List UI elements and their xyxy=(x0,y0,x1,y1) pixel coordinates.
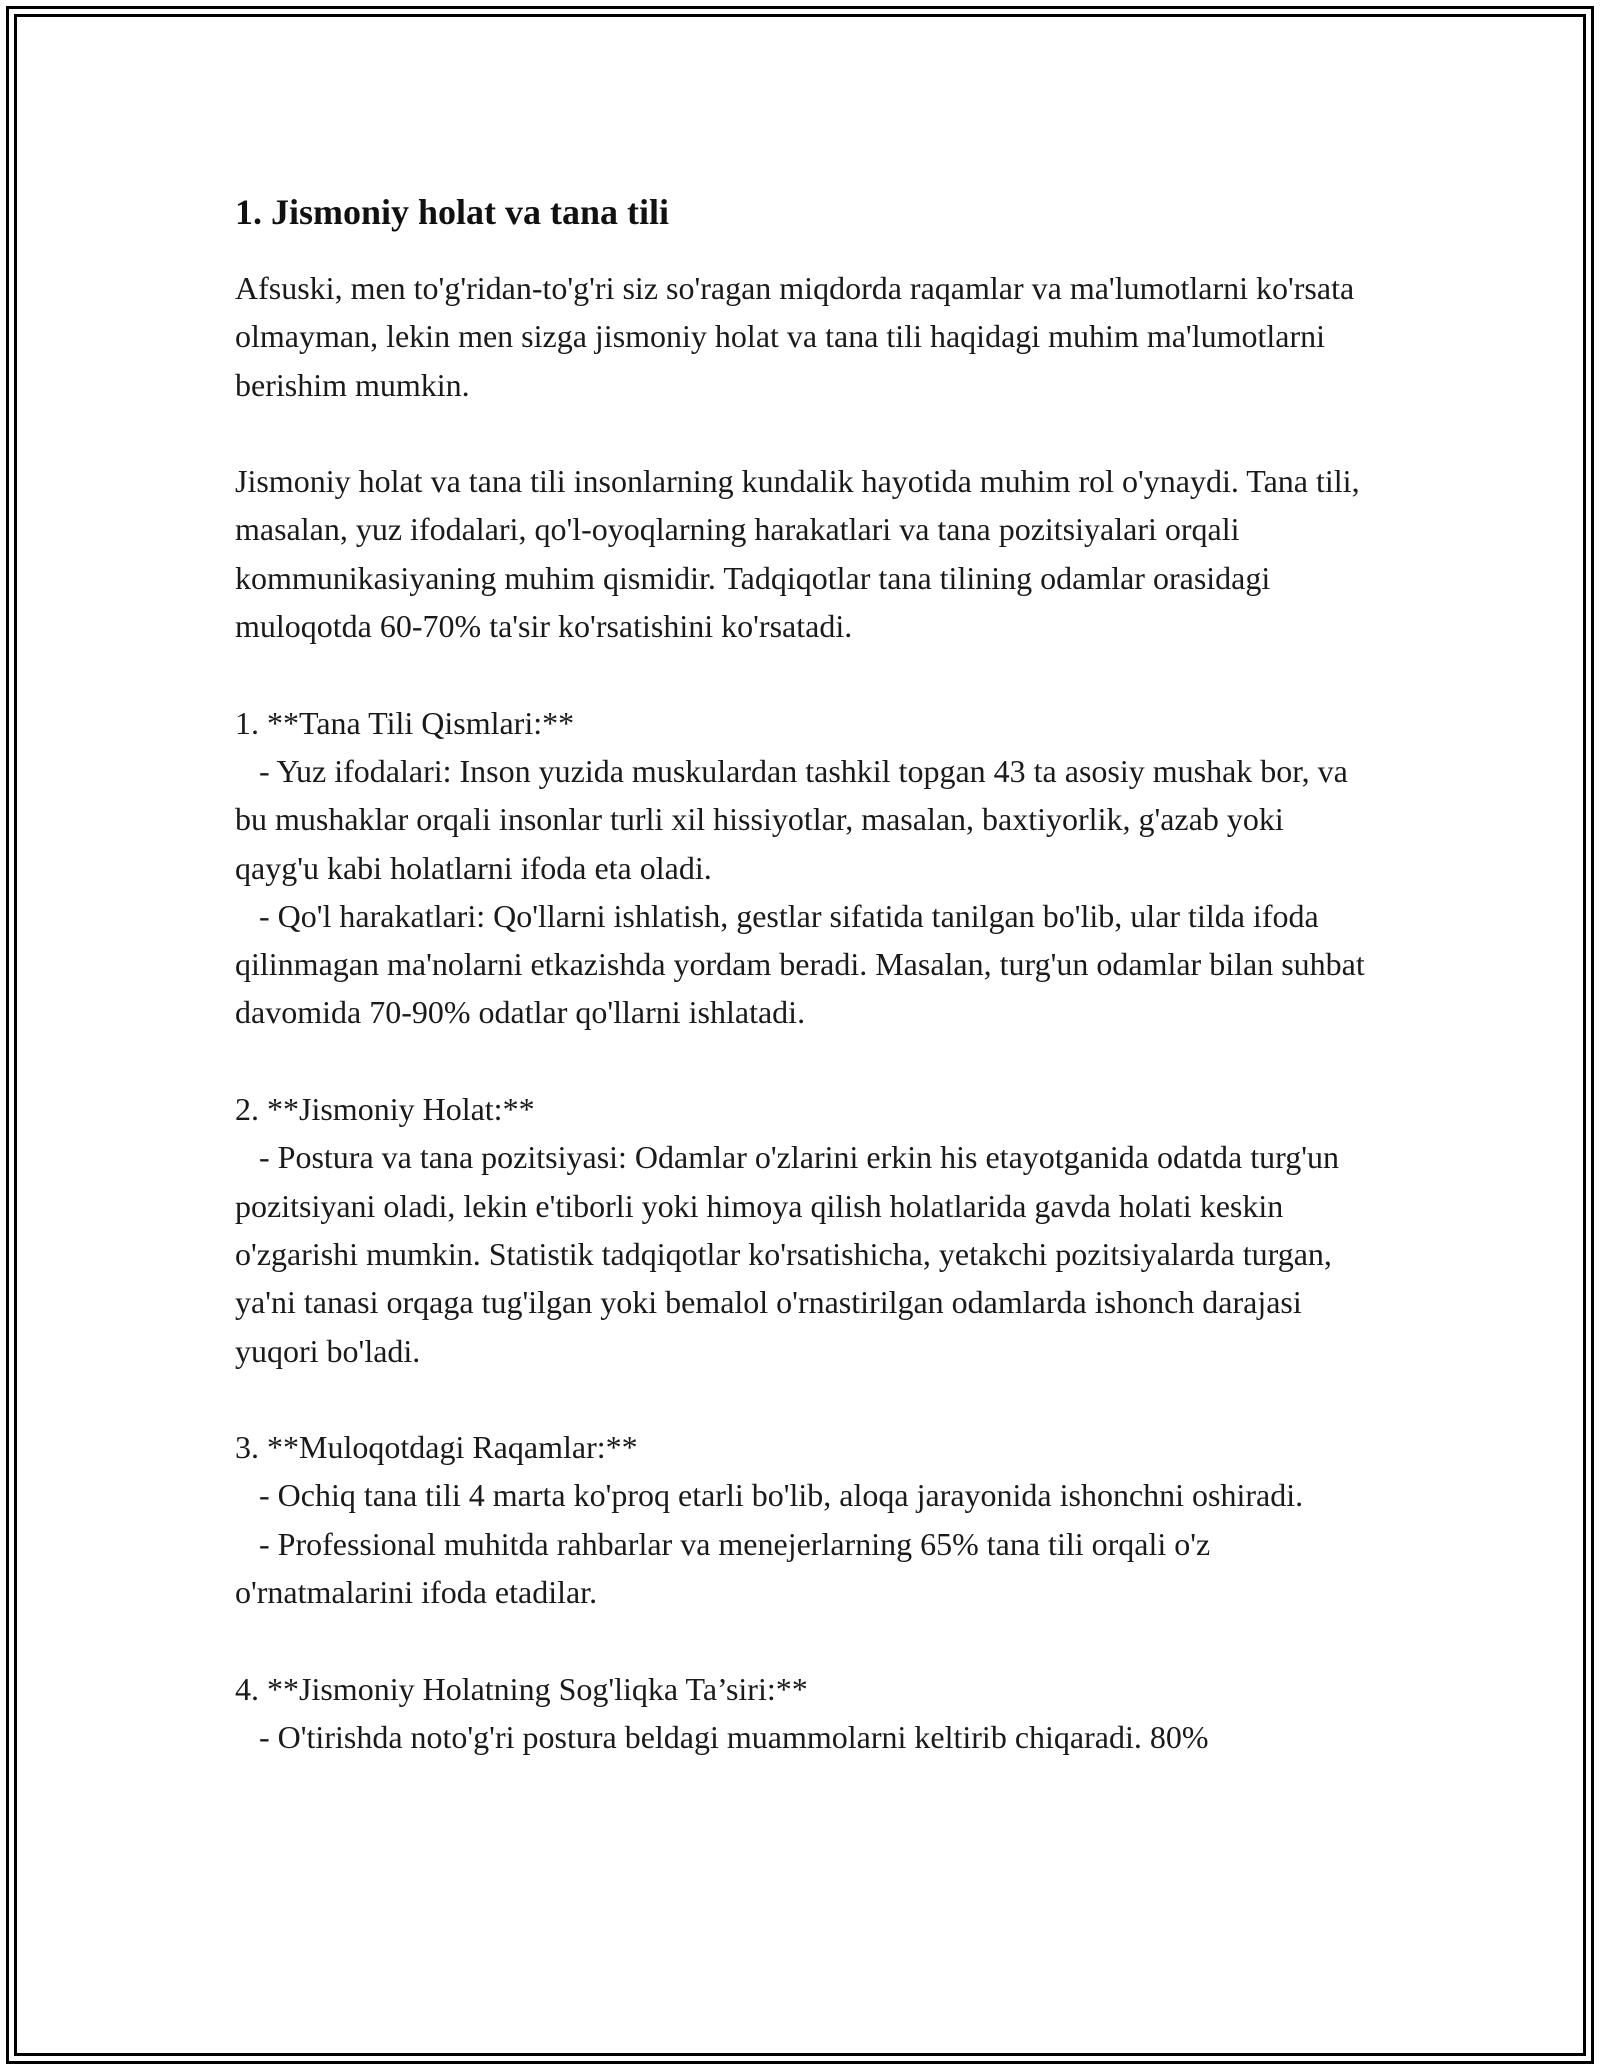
paragraph-spacer xyxy=(235,1616,1365,1664)
section-communication-numbers: 3. **Muloqotdagi Raqamlar:** - Ochiq tana tili 4 marta ko'proq etarli bo'lib, aloqa jarayonida ishonchni oshiradi. - Professional muhitda rahbarlar va menejerlarning 65% tana tili orqali o'z o'rnatmalarini ifoda etadilar. xyxy=(235,1429,1304,1611)
paragraph-spacer xyxy=(235,1375,1365,1423)
document-body xyxy=(235,188,1368,1761)
paragraph-spacer xyxy=(235,409,1365,457)
paragraph-spacer xyxy=(235,1037,1365,1085)
document-title: 1. Jismoniy holat va tana tili xyxy=(235,192,670,232)
section-body-language-parts: 1. **Tana Tili Qismlari:** - Yuz ifodalari: Inson yuzida muskulardan tashkil topgan 43 ta asosiy mushak bor, va bu mushaklar orqali insonlar turli xil hissiyotlar, masalan, baxtiyorlik, g'azab yoki qayg'u kabi holatlarni ifoda eta oladi. - Qo'l harakatlari: Qo'llarni ishlatish, gestlar sifatida tanilgan bo'lib, ular tilda ifoda qilinmagan ma'nolarni etkazishda yordam beradi. Masalan, turg'un odamlar bilan suhbat davomida 70-90% odatlar qo'llarni ishlatadi. xyxy=(235,704,1365,1031)
section-health-impact: 4. **Jismoniy Holatning Sog'liqka Ta’siri:** - O'tirishda noto'g'ri postura beldagi muammolarni keltirib chiqaradi. 80% xyxy=(235,1670,1209,1755)
paragraph-intro: Afsuski, men to'g'ridan-to'g'ri siz so'ragan miqdorda raqamlar va ma'lumotlarni ko'rsata olmayman, lekin men sizga jismoniy holat va tana tili haqidagi muhim ma'lumotlarni berishim mumkin. xyxy=(235,270,1363,403)
section-physical-state: 2. **Jismoniy Holat:** - Postura va tana pozitsiyasi: Odamlar o'zlarini erkin his etayotganida odatda turg'un pozitsiyani oladi, lekin e'tiborli yoki himoya qilish holatlarida gavda holati keskin o'zgarishi mumkin. Statistik tadqiqotlar ko'rsatishicha, yetakchi pozitsiyalarda turgan, ya'ni tanasi orqaga tug'ilgan yoki bemalol o'rnastirilgan odamlarda ishonch darajasi yuqori bo'ladi. xyxy=(235,1091,1339,1369)
paragraph-overview: Jismoniy holat va tana tili insonlarning kundalik hayotida muhim rol o'ynaydi. Tana tili, masalan, yuz ifodalari, qo'l-oyoqlarning harakatlari va tana pozitsiyalari orqali kommunikasiyaning muhim qismidir. Tadqiqotlar tana tilining odamlar orasidagi muloqotda 60-70% ta'sir ko'rsatishini ko'rsatadi. xyxy=(235,463,1368,645)
paragraph-spacer xyxy=(235,650,1365,698)
